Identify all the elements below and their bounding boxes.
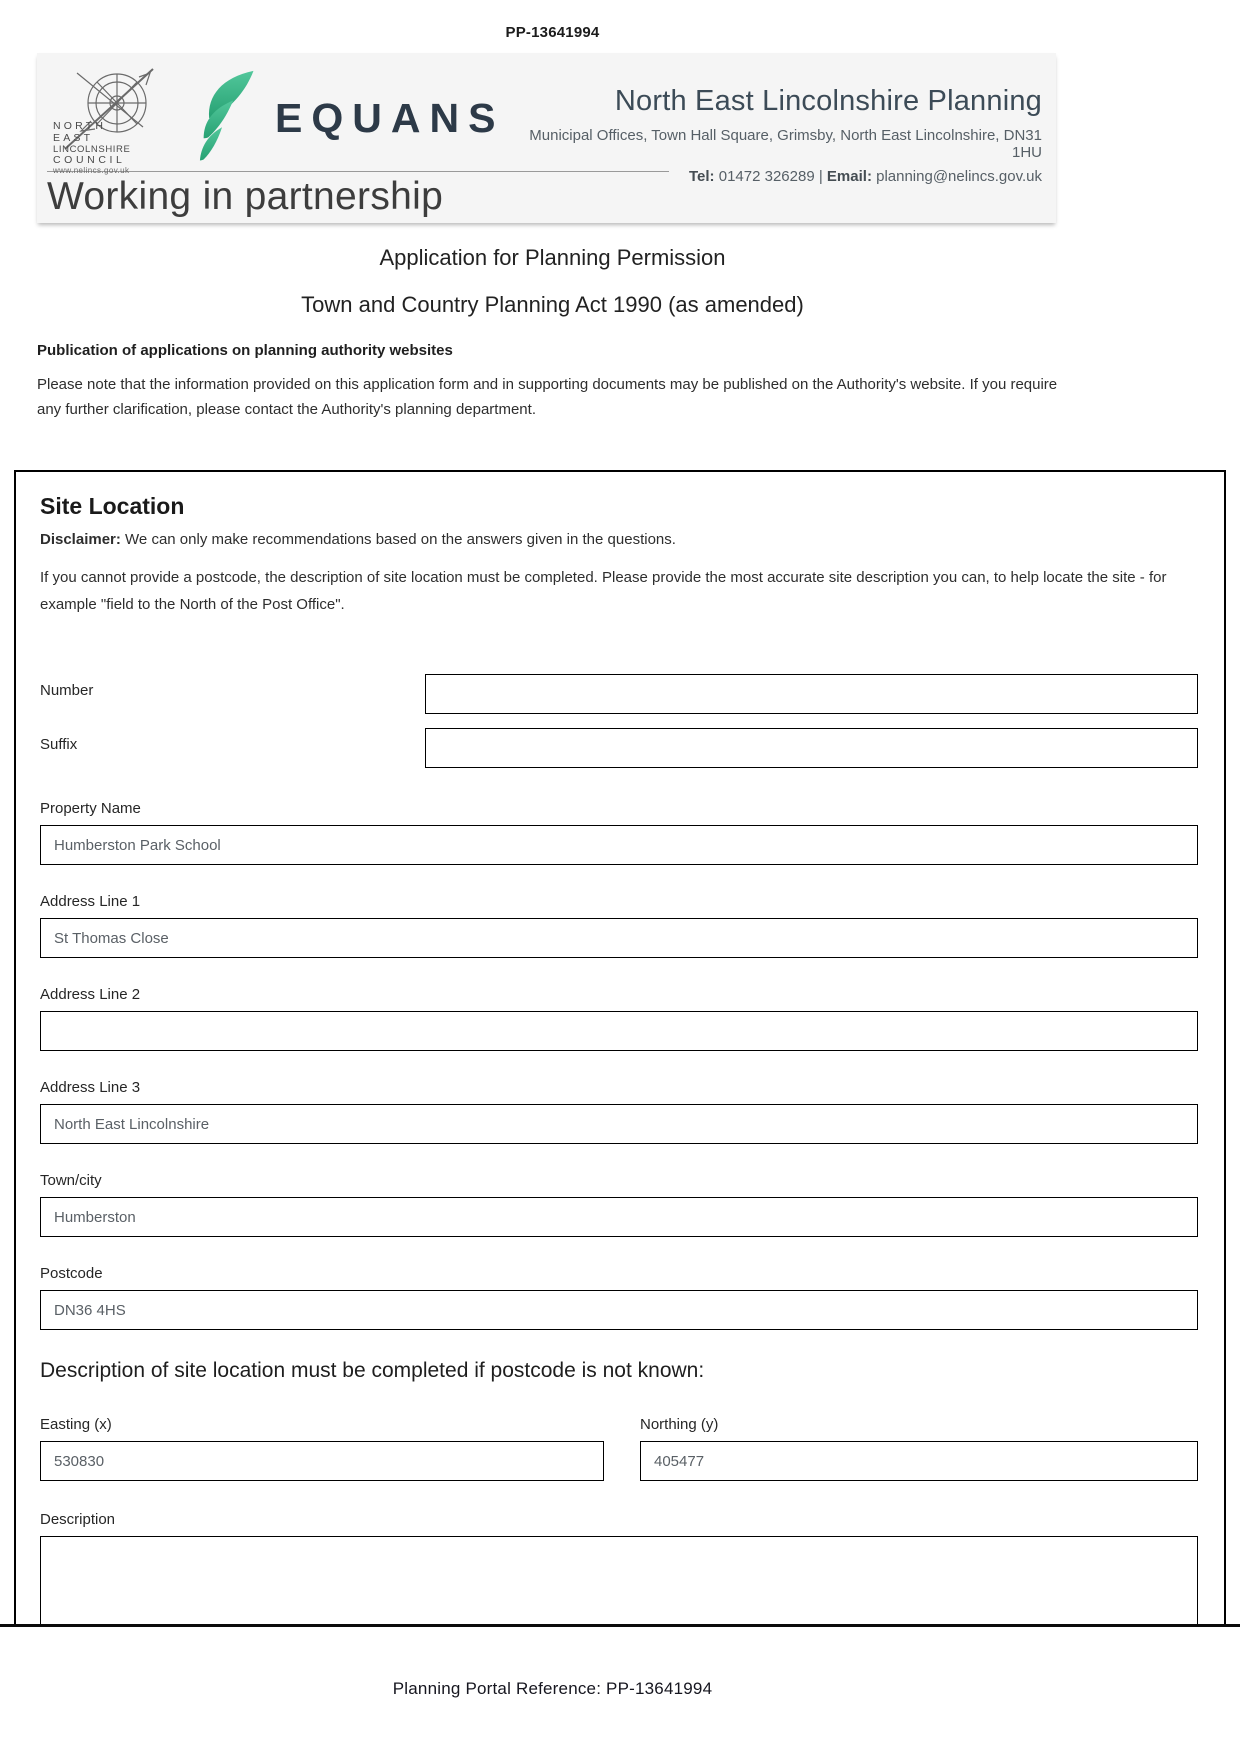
authority-address: Municipal Offices, Town Hall Square, Grimsby, North East Lincolnshire, DN31 1HU (529, 127, 1042, 161)
number-input[interactable] (425, 674, 1198, 714)
address-line-2-input[interactable] (40, 1011, 1198, 1051)
suffix-field-row (40, 728, 1198, 768)
site-location-section (14, 470, 1226, 1624)
tel-value: 01472 326289 (718, 168, 815, 185)
address-line-1-label: Address Line 1 (40, 893, 141, 910)
planning-portal-reference-top: PP-13641994 (505, 24, 600, 41)
page-break-divider (0, 1624, 1240, 1627)
site-location-heading: Site Location (40, 493, 185, 519)
equans-leaf-icon (181, 70, 265, 166)
northing-input[interactable] (640, 1441, 1198, 1481)
address-line-3-input[interactable] (40, 1104, 1198, 1144)
description-field-row (40, 1511, 1198, 1624)
property-name-field-row (40, 800, 1198, 865)
description-input[interactable] (40, 1536, 1198, 1624)
council-name-line4: COUNCIL (53, 154, 126, 166)
disclaimer-label: Disclaimer: (40, 531, 121, 548)
council-name-line3: LINCOLNSHIRE (53, 144, 131, 155)
address-line-2-label: Address Line 2 (40, 986, 141, 1003)
suffix-label: Suffix (40, 736, 78, 753)
postcode-input[interactable] (40, 1290, 1198, 1330)
email-label: Email: (826, 168, 872, 185)
address-line-3-label: Address Line 3 (40, 1079, 141, 1096)
authority-contact (504, 168, 1042, 185)
coordinates-row (40, 1416, 1198, 1481)
description-requirement-heading: Description of site location must be completed if postcode is not known: (40, 1359, 705, 1382)
publication-heading: Publication of applications on planning authority websites (37, 342, 453, 359)
tel-label: Tel: (689, 168, 715, 185)
suffix-input[interactable] (425, 728, 1198, 768)
council-website: www.nelincs.gov.uk (53, 166, 130, 175)
number-field-row (40, 674, 1198, 714)
easting-field (40, 1416, 604, 1481)
publication-body: Please note that the information provided on this application form and in supporting documents may be published on the Authority's website. If you require any further clarification, please contact the Authority's planning department. (37, 376, 1058, 418)
description-label: Description (40, 1511, 116, 1528)
number-label: Number (40, 682, 94, 699)
postcode-field-row (40, 1265, 1198, 1330)
planning-portal-reference-footer: Planning Portal Reference: PP-13641994 (392, 1679, 713, 1698)
authority-name: North East Lincolnshire Planning (614, 85, 1042, 117)
site-location-disclaimer (40, 530, 1198, 550)
partnership-tagline: Working in partnership (47, 175, 444, 218)
partner-logos (47, 63, 505, 175)
northing-label: Northing (y) (640, 1416, 719, 1433)
site-location-intro: If you cannot provide a postcode, the description of site location must be completed. Please provide the most accurate site description you can, to help locate the site - for example "field to the North of the Post Office". (40, 569, 1167, 613)
address-line-3-field-row (40, 1079, 1198, 1144)
address-line-1-input[interactable] (40, 918, 1198, 958)
northing-field (640, 1416, 1198, 1481)
property-name-label: Property Name (40, 800, 141, 817)
equans-logo (181, 70, 504, 166)
town-city-field-row (40, 1172, 1198, 1237)
form-subtitle: Town and Country Planning Act 1990 (as amended) (301, 292, 804, 317)
council-name-line1: NORTH (53, 120, 107, 132)
easting-label: Easting (x) (40, 1416, 112, 1433)
postcode-label: Postcode (40, 1265, 103, 1282)
council-compass-icon (47, 65, 159, 175)
equans-wordmark: EQUANS (275, 94, 505, 141)
email-value: planning@nelincs.gov.uk (876, 168, 1042, 185)
letterhead (37, 53, 1056, 223)
council-name-line2: EAST (53, 132, 94, 144)
easting-input[interactable] (40, 1441, 604, 1481)
address-line-2-field-row (40, 986, 1198, 1051)
town-city-label: Town/city (40, 1172, 102, 1189)
property-name-input[interactable] (40, 825, 1198, 865)
town-city-input[interactable] (40, 1197, 1198, 1237)
address-line-1-field-row (40, 893, 1198, 958)
disclaimer-text: We can only make recommendations based on the answers given in the questions. (125, 531, 676, 548)
contact-separator: | (818, 168, 823, 185)
form-title: Application for Planning Permission (379, 245, 726, 270)
